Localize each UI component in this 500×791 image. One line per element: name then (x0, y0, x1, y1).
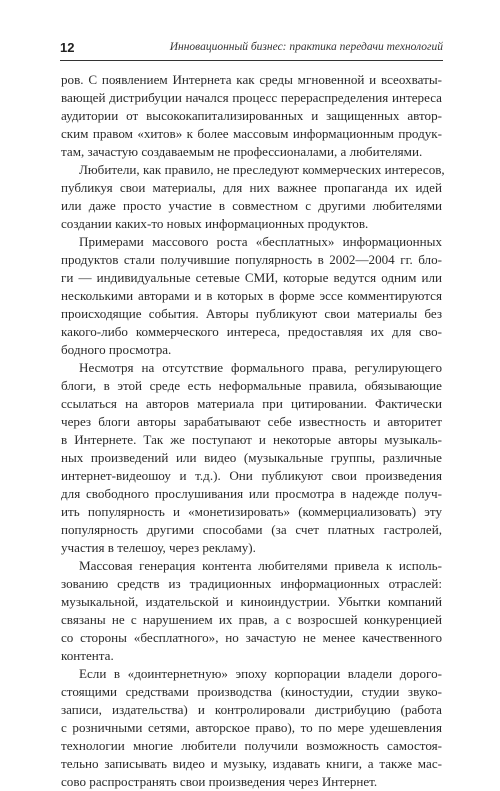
text-line: зованию средств из традиционных информационных отраслей: (61, 576, 442, 591)
text-line: через блоги авторы зарабатывают себе известность и авторитет (61, 414, 442, 429)
text-line: стоящими средствами производства (киностудии, студии звуко- (61, 684, 442, 699)
text-line: создании каких-то новых информационных продуктов. (61, 216, 369, 231)
paragraph (61, 71, 442, 161)
text-line: вающей дистрибуции начался процесс перераспределения интереса (61, 90, 442, 105)
paragraph (61, 161, 445, 233)
page-number: 12 (60, 40, 75, 55)
text-line: для свободного прослушивания или просмотра в надежде получ- (61, 486, 442, 501)
running-title: Инновационный бизнес: практика передачи технологий (169, 41, 443, 53)
text-line: продуктов стали получившие популярность в 2002—2004 гг. бло- (61, 252, 442, 267)
body-text (61, 71, 445, 791)
text-line: публикуя свои материалы, для них важнее пропаганда их идей (61, 180, 442, 195)
text-line: Примерами массового роста «бесплатных» информационных (79, 234, 442, 249)
text-line: записи, издательства) и контролировали дистрибуцию (работа (61, 702, 442, 717)
text-line: Если в «доинтернетную» эпоху корпорации владели дорого- (79, 666, 442, 681)
text-line: аудитории от высококапитализированных и защищенных автор- (61, 108, 442, 123)
text-line: там, зачастую создаваемым не профессионалами, а любителями. (61, 144, 423, 159)
text-line: интернет-видеошоу и т.д.). Они публикуют свои произведения (61, 468, 442, 483)
text-line: ных произведений или видео (музыкальные группы, различные (61, 450, 442, 465)
paragraph (61, 359, 442, 557)
text-line: Любители, как правило, не преследуют коммерческих интересов, (79, 162, 445, 177)
paragraph (61, 233, 442, 359)
text-line: ссылаться на авторов материала при цитировании. Фактически (61, 396, 442, 411)
text-line: какого-либо коммерческого интереса, предоставляя их для сво- (61, 324, 442, 339)
text-line: популярность другими способами (за счет платных гастролей, (61, 522, 442, 537)
text-line: технологии многие любители получили возможность самостоя- (61, 738, 442, 753)
text-line: сово распространять свои произведения через Интернет. (61, 774, 378, 789)
text-line: происходящие события. Авторы публикуют свои материалы без (61, 306, 442, 321)
text-line: музыкальной, издательской и киноиндустрии. Убытки компаний (61, 594, 442, 609)
text-line: связаны не с нарушением их прав, а с возросшей конкуренцией (61, 612, 442, 627)
text-line: ров. С появлением Интернета как среды мгновенной и всеохваты- (61, 72, 442, 87)
text-line: участия в телешоу, через рекламу). (61, 540, 256, 555)
text-line: Массовая генерация контента любителями привела к исполь- (79, 558, 442, 573)
paragraph (61, 665, 442, 791)
page-header (60, 38, 443, 61)
text-line: несколькими авторами и в которых в форме эссе комментируются (61, 288, 442, 303)
text-line: ить популярность и «монетизировать» (коммерциализовать) эту (61, 504, 442, 519)
text-line: с розничными сетями, авторское право), то по мере удешевления (61, 720, 442, 735)
text-line: со стороны «бесплатного», но зачастую не менее качественного (61, 630, 442, 645)
paragraph (61, 557, 442, 665)
text-line: контента. (61, 648, 114, 663)
text-line: блоги, в этой среде есть неформальные правила, обязывающие (61, 378, 442, 393)
text-line: тельно записывать видео и музыку, издавать книги, а также мас- (61, 756, 442, 771)
text-line: Несмотря на отсутствие формального права, регулирующего (79, 360, 442, 375)
text-line: в Интернете. Так же поступают и некоторые авторы музыкаль- (61, 432, 442, 447)
text-line: бодного просмотра. (61, 342, 172, 357)
text-line: или даже просто участие в совместном с другими любителями (61, 198, 442, 213)
text-line: ским правом «хитов» к более массовым информационным продук- (61, 126, 442, 141)
text-line: ги — индивидуальные сетевые СМИ, которые ведутся одним или (61, 270, 442, 285)
